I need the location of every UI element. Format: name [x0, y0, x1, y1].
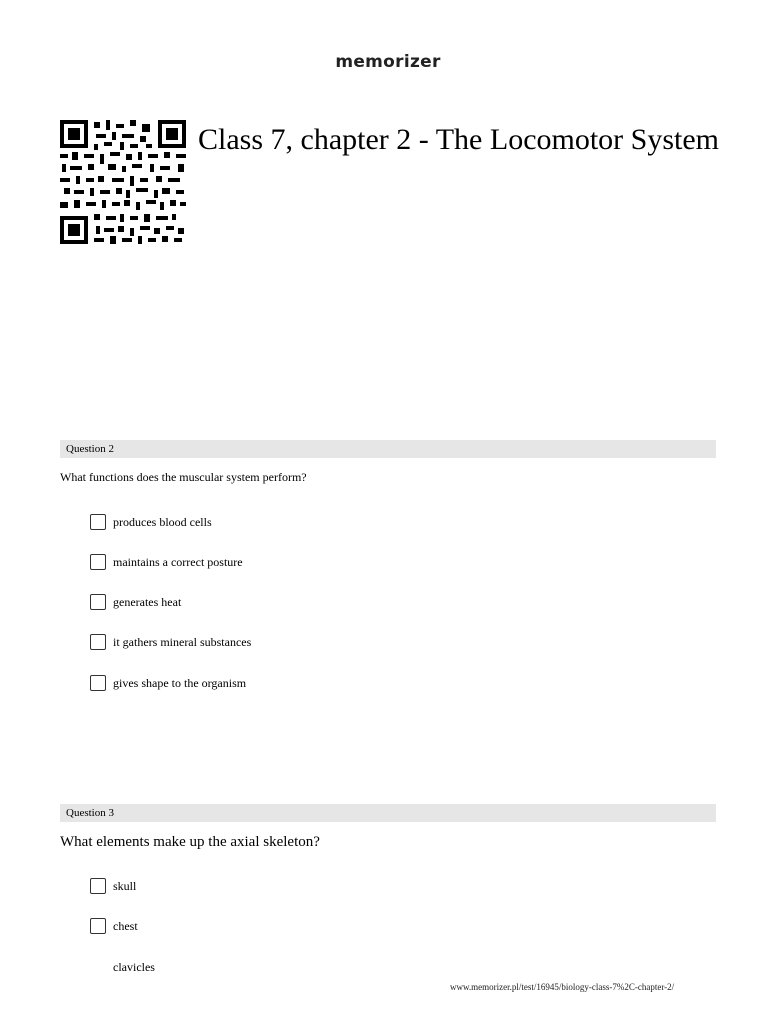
question-text: What functions does the muscular system perform?	[60, 470, 307, 484]
page-title: Class 7, chapter 2 - The Locomotor System	[198, 123, 720, 156]
checkbox-icon[interactable]	[90, 594, 106, 610]
question-header: Question 3	[60, 804, 716, 822]
answer-label: it gathers mineral substances	[113, 634, 252, 649]
answer-label: maintains a correct posture	[113, 554, 243, 569]
memorizer-logo: memorizer	[335, 52, 441, 72]
answer-label: produces blood cells	[113, 514, 212, 529]
answer-label: chest	[113, 918, 138, 933]
answer-option[interactable]	[90, 876, 136, 896]
answer-option[interactable]	[90, 552, 243, 572]
answer-option[interactable]	[90, 512, 212, 532]
checkbox-icon[interactable]	[90, 918, 106, 934]
answer-option[interactable]	[90, 957, 155, 977]
question-header: Question 2	[60, 440, 716, 458]
checkbox-icon[interactable]	[90, 878, 106, 894]
checkbox-icon[interactable]	[90, 554, 106, 570]
footer-url[interactable]: www.memorizer.pl/test/16945/biology-class-7%2C-chapter-2/	[450, 982, 675, 992]
answer-label: skull	[113, 878, 137, 893]
qr-code-icon	[60, 120, 186, 244]
answer-label: generates heat	[113, 594, 182, 609]
checkbox-icon[interactable]	[90, 959, 106, 975]
question-text: What elements make up the axial skeleton?	[60, 834, 320, 850]
answer-option[interactable]	[90, 592, 181, 612]
answer-option[interactable]	[90, 632, 251, 652]
checkbox-icon[interactable]	[90, 634, 106, 650]
answer-option[interactable]	[90, 673, 246, 693]
checkbox-icon[interactable]	[90, 675, 106, 691]
answer-label: clavicles	[113, 959, 155, 974]
answer-option[interactable]	[90, 916, 138, 936]
checkbox-icon[interactable]	[90, 514, 106, 530]
answer-label: gives shape to the organism	[113, 675, 247, 690]
